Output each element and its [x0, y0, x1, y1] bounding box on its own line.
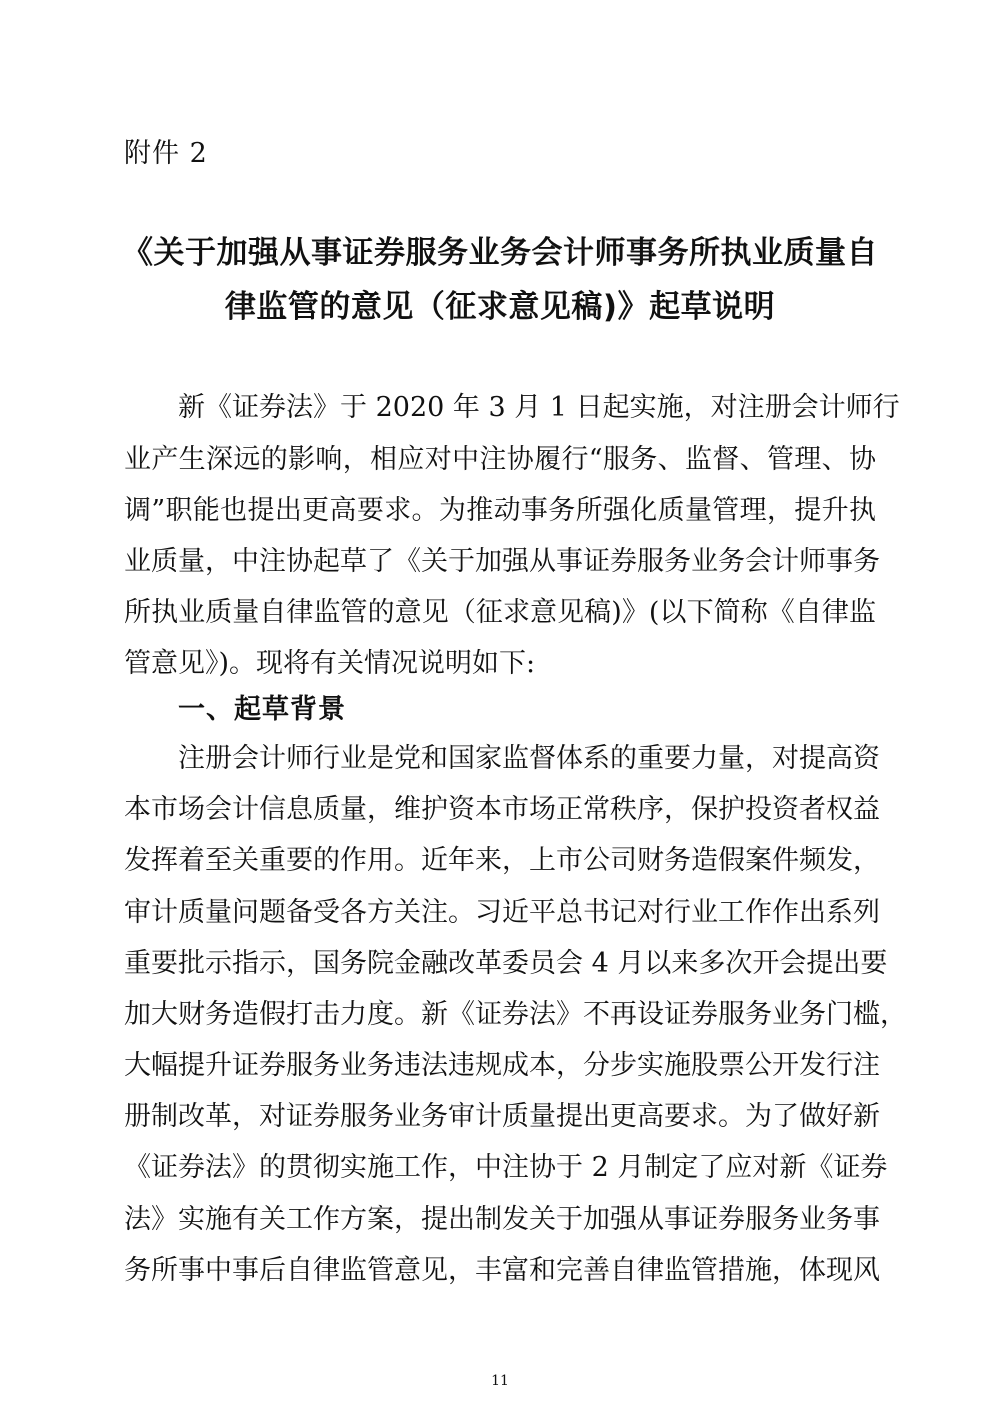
- paragraph-line: 务所事中事后自律监管意见，丰富和完善自律监管措施，体现风: [124, 1255, 880, 1286]
- paragraph-line: 重要批示指示，国务院金融改革委员会 4 月以来多次开会提出要: [124, 948, 888, 979]
- paragraph-line: 业产生深远的影响，相应对中注协履行“服务、监督、管理、协: [124, 444, 876, 475]
- paragraph-line: 《证券法》的贯彻实施工作，中注协于 2 月制定了应对新《证券: [124, 1152, 888, 1183]
- paragraph-line: 所执业质量自律监管的意见（征求意见稿)》(以下简称《自律监: [124, 597, 876, 628]
- paragraph-line: 新《证券法》于 2020 年 3 月 1 日起实施，对注册会计师行: [178, 392, 900, 423]
- paragraph-line: 管意见》)。现将有关情况说明如下:: [124, 648, 536, 679]
- paragraph-line: 业质量，中注协起草了《关于加强从事证券服务业务会计师事务: [124, 546, 880, 577]
- paragraph-line: 册制改革，对证券服务业务审计质量提出更高要求。为了做好新: [124, 1101, 880, 1132]
- section-heading: 一、起草背景: [178, 694, 346, 725]
- paragraph-line: 调”职能也提出更高要求。为推动事务所强化质量管理，提升执: [124, 495, 876, 526]
- paragraph-line: 法》实施有关工作方案，提出制发关于加强从事证券服务业务事: [124, 1204, 880, 1235]
- paragraph-line: 发挥着至关重要的作用。近年来，上市公司财务造假案件频发，: [124, 845, 880, 876]
- title-line-2: 律监管的意见（征求意见稿)》起草说明: [224, 289, 776, 325]
- paragraph-line: 大幅提升证券服务业务违法违规成本，分步实施股票公开发行注: [124, 1050, 880, 1081]
- document-title: [100, 226, 900, 334]
- paragraph-line: 审计质量问题备受各方关注。习近平总书记对行业工作作出系列: [124, 897, 880, 928]
- paragraph-line: 注册会计师行业是党和国家监督体系的重要力量，对提高资: [178, 743, 880, 774]
- page-number: 11: [491, 1373, 509, 1389]
- paragraph-line: 本市场会计信息质量，维护资本市场正常秩序，保护投资者权益: [124, 794, 880, 825]
- paragraph-line: 加大财务造假打击力度。新《证券法》不再设证券服务业务门槛，: [124, 999, 907, 1030]
- attachment-label: 附件 2: [124, 138, 208, 169]
- title-line-1: 《关于加强从事证券服务业务会计师事务所执业质量自: [122, 235, 878, 271]
